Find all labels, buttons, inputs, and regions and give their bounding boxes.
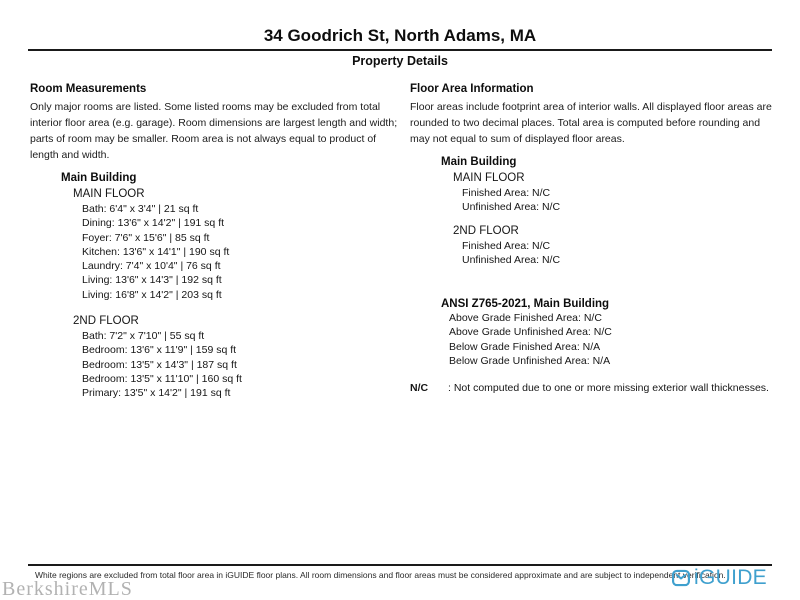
footer-disclaimer: White regions are excluded from total floor area in iGUIDE floor plans. All room dimensions and floor areas must be considered approximate and are subject to independent verification. (35, 570, 726, 580)
area-line: Unfinished Area: N/C (462, 201, 561, 214)
floor-name: 2ND FLOOR (453, 224, 519, 237)
floor-main (61, 187, 402, 302)
room-measurements-description: Only major rooms are listed. Some listed rooms may be excluded from total interior floor area (e.g. garage). Room dimensions are largest length and width; parts of room may be smaller. Room area is not always equal to product of length and width. (30, 101, 398, 161)
floor-main-areas (441, 171, 778, 215)
ansi-area-line: Above Grade Unfinished Area: N/C (449, 326, 612, 339)
room-line: Primary: 13'5" x 14'2" | 191 sq ft (82, 387, 231, 400)
iguide-logo-icon (671, 568, 691, 588)
floor-area-building (410, 155, 778, 267)
floor-name: MAIN FLOOR (453, 172, 525, 184)
floor-name: MAIN FLOOR (73, 188, 145, 200)
floor-name: 2ND FLOOR (73, 315, 139, 328)
floor-second (61, 314, 402, 400)
nc-term: N/C (410, 382, 429, 395)
room-line: Bath: 6'4" x 3'4" | 21 sq ft (82, 203, 199, 215)
room-line: Foyer: 7'6" x 15'6" | 85 sq ft (82, 231, 210, 244)
area-list (453, 239, 778, 268)
area-line: Unfinished Area: N/C (462, 253, 561, 266)
footer-divider (28, 564, 772, 566)
room-list (73, 329, 402, 400)
ansi-heading: ANSI Z765-2021, Main Building (441, 298, 610, 311)
ansi-area-line: Below Grade Finished Area: N/A (449, 340, 601, 353)
ansi-area-list (441, 311, 778, 368)
iguide-logo (671, 567, 767, 588)
area-line: Finished Area: N/C (462, 239, 551, 252)
room-line: Living: 13'6" x 14'3" | 192 sq ft (82, 274, 222, 287)
iguide-logo-text: iGUIDE (694, 566, 767, 589)
room-line: Dining: 13'6" x 14'2" | 191 sq ft (82, 217, 225, 230)
room-line: Bedroom: 13'5" x 11'10" | 160 sq ft (82, 372, 242, 385)
room-line: Bedroom: 13'5" x 14'3" | 187 sq ft (82, 358, 237, 371)
header-divider (28, 49, 772, 51)
room-line: Living: 16'8" x 14'2" | 203 sq ft (82, 288, 222, 301)
floor-area-description: Floor areas include footprint area of interior walls. All displayed floor areas are rounded to two decimal places. Total area is computed before rounding and may not equal to sum of displayed floor areas. (410, 101, 772, 145)
room-list (73, 202, 402, 302)
room-line: Laundry: 7'4" x 10'4" | 76 sq ft (82, 260, 221, 273)
nc-note (410, 381, 778, 395)
area-list (453, 186, 778, 215)
building-name: Main Building (61, 172, 137, 184)
room-line: Bedroom: 13'6" x 11'9" | 159 sq ft (82, 344, 237, 357)
room-line: Bath: 7'2" x 7'10" | 55 sq ft (82, 330, 205, 343)
room-measurements-building (30, 171, 402, 401)
nc-definition: : Not computed due to one or more missing exterior wall thicknesses. (448, 382, 769, 395)
page-title: 34 Goodrich St, North Adams, MA (263, 26, 537, 45)
room-line: Kitchen: 13'6" x 14'1" | 190 sq ft (82, 245, 230, 258)
section-floor-area (410, 82, 778, 395)
building-name: Main Building (441, 156, 517, 168)
section-room-measurements (30, 82, 402, 401)
watermark: BerkshireMLS (2, 578, 133, 600)
floor-second-areas (441, 224, 778, 268)
ansi-section (410, 297, 778, 368)
ansi-area-line: Above Grade Finished Area: N/C (449, 312, 602, 325)
ansi-area-line: Below Grade Unfinished Area: N/A (449, 355, 611, 368)
floor-area-heading: Floor Area Information (410, 83, 534, 95)
area-line: Finished Area: N/C (462, 187, 551, 199)
room-measurements-heading: Room Measurements (30, 83, 147, 95)
page-subtitle: Property Details (352, 54, 448, 68)
